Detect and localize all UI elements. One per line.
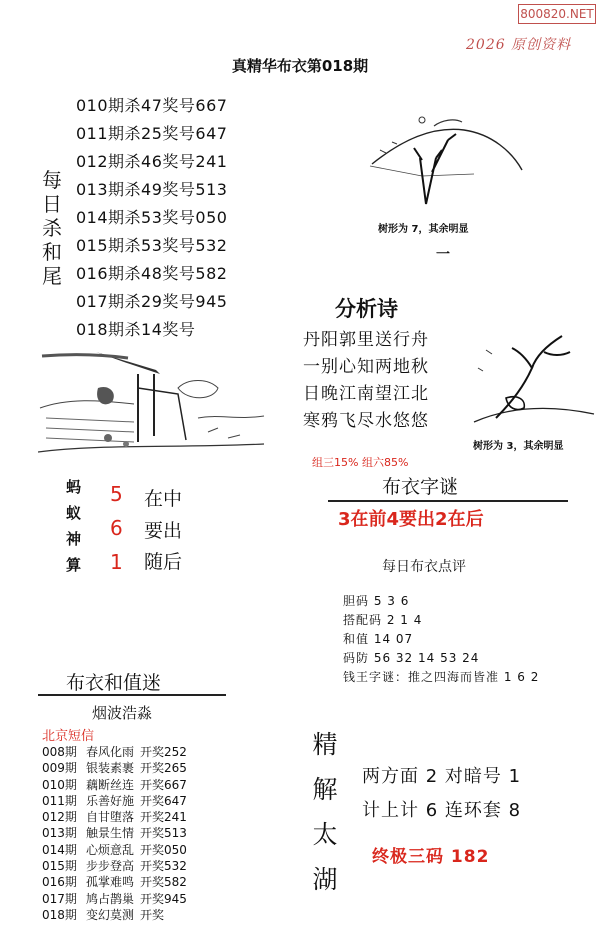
result: 开奖252 [140, 745, 187, 759]
ant-word: 要出 [144, 520, 183, 542]
taihu-char: 湖 [312, 865, 338, 894]
kill-row: 011期杀25奖号647 [76, 124, 228, 143]
period: 008期 [42, 745, 77, 759]
tree-sketch-illustration-2 [466, 322, 598, 434]
ant-number: 5 [110, 482, 123, 506]
taihu-clue: 计上计 6 连环套 8 [362, 800, 522, 821]
result: 开奖 [140, 907, 165, 922]
list-item [42, 858, 187, 874]
ant-label-char: 神 [66, 530, 82, 548]
divider [38, 694, 226, 696]
ant-number: 1 [110, 550, 123, 574]
list-item [42, 760, 187, 776]
ant-word: 在中 [144, 488, 183, 510]
sum-riddle-subtitle: 烟波浩淼 [92, 704, 153, 722]
taihu-label [310, 722, 340, 902]
daily-kill-label [40, 168, 64, 288]
pavilion-sketch-illustration [38, 348, 266, 460]
daily-kill-char: 尾 [42, 264, 62, 288]
idiom: 鸠占鹊巢 [86, 891, 135, 906]
beijing-title: 北京短信 [42, 729, 95, 744]
review-line: 码防 56 32 14 53 24 [343, 651, 480, 665]
kill-row: 015期杀53奖号532 [76, 236, 228, 255]
list-item [42, 891, 187, 907]
tree-sketch-illustration [362, 112, 526, 220]
idiom: 触景生情 [86, 826, 135, 841]
ant-number: 6 [110, 516, 123, 540]
daily-kill-char: 日 [42, 192, 62, 216]
tree-mark: 一 [436, 247, 450, 263]
review-line: 钱王字谜：推之四海而皆准 1 6 2 [343, 670, 540, 684]
daily-kill-char: 和 [42, 240, 62, 264]
result: 开奖265 [140, 761, 187, 776]
period: 012期 [42, 810, 77, 825]
result: 开奖582 [140, 875, 187, 890]
list-item [42, 907, 187, 923]
daily-kill-char: 每 [42, 168, 62, 192]
kill-row: 016期杀48奖号582 [76, 264, 228, 283]
result: 开奖667 [140, 777, 187, 792]
idiom: 乐善好施 [86, 793, 135, 808]
site-watermark: 800820.NET [518, 4, 596, 24]
list-item [42, 874, 187, 890]
result: 开奖647 [140, 793, 187, 808]
list-item [42, 842, 187, 858]
review-line: 和值 14 07 [343, 632, 414, 646]
period: 010期 [42, 777, 77, 792]
tree-caption-2: 树形为 3，其余明显 [473, 441, 564, 452]
review-line: 胆码 5 3 6 [343, 594, 410, 608]
poem-line: 日晚江南望江北 [303, 384, 429, 404]
period: 015期 [42, 859, 77, 874]
result: 开奖241 [140, 810, 187, 825]
review-line: 搭配码 2 1 4 [343, 613, 423, 627]
period: 009期 [42, 761, 77, 776]
result: 开奖945 [140, 891, 187, 906]
period: 011期 [42, 793, 77, 808]
daily-kill-char: 杀 [42, 216, 62, 240]
taihu-clue: 两方面 2 对暗号 1 [362, 766, 522, 787]
period: 017期 [42, 891, 77, 906]
list-item [42, 777, 187, 793]
kill-row: 010期杀47奖号667 [76, 96, 228, 115]
list-item [42, 744, 187, 760]
result: 开奖532 [140, 859, 187, 874]
idiom: 步步登高 [86, 859, 135, 874]
list-item [42, 809, 187, 825]
kill-list [76, 92, 227, 344]
riddle-title: 布衣字谜 [382, 476, 459, 498]
taihu-char: 精 [312, 730, 338, 759]
review-list [343, 592, 539, 687]
kill-row: 017期杀29奖号945 [76, 292, 228, 311]
page-title: 真精华布衣第018期 [231, 57, 369, 75]
ant-label-char: 蚂 [66, 478, 82, 496]
idiom: 春风化雨 [86, 745, 135, 759]
result: 开奖050 [140, 842, 187, 857]
kill-row: 018期杀14奖号 [76, 320, 196, 339]
poem [303, 327, 429, 435]
tree-caption-1: 树形为 7，其余明显 [378, 224, 469, 235]
ant-label-char: 蚁 [66, 504, 82, 522]
beijing-list [42, 744, 187, 923]
ant-label-char: 算 [66, 556, 82, 574]
kill-row: 014期杀53奖号050 [76, 208, 228, 227]
poem-line: 丹阳郭里送行舟 [303, 330, 429, 350]
idiom: 心烦意乱 [86, 842, 135, 857]
idiom: 藕断丝连 [86, 777, 135, 792]
sum-riddle-title: 布衣和值迷 [66, 672, 162, 694]
divider [328, 500, 568, 502]
period: 016期 [42, 875, 77, 890]
taihu-char: 解 [312, 775, 338, 804]
review-title: 每日布衣点评 [382, 559, 466, 575]
list-item [42, 793, 187, 809]
idiom: 自甘堕落 [86, 810, 135, 825]
riddle-answer: 3在前4要出2在后 [338, 509, 484, 530]
kill-row: 013期杀49奖号513 [76, 180, 228, 199]
group-percentages: 组三15% 组六85% [312, 456, 409, 469]
result: 开奖513 [140, 826, 187, 841]
brand-watermark: 2026 原创资料 [466, 37, 572, 53]
idiom: 银装素裹 [86, 761, 135, 776]
idiom: 孤掌难鸣 [86, 875, 135, 890]
list-item [42, 825, 187, 841]
poem-line: 寒鸦飞尽水悠悠 [303, 411, 429, 431]
taihu-char: 太 [312, 820, 338, 849]
poem-line: 一别心知两地秋 [303, 357, 429, 377]
kill-row: 012期杀46奖号241 [76, 152, 228, 171]
idiom: 变幻莫测 [86, 907, 135, 922]
final-three-codes: 终极三码 182 [372, 847, 490, 867]
period: 014期 [42, 842, 77, 857]
period: 013期 [42, 826, 77, 841]
poem-title: 分析诗 [335, 297, 398, 321]
ant-word: 随后 [144, 551, 183, 573]
period: 018期 [42, 907, 77, 922]
